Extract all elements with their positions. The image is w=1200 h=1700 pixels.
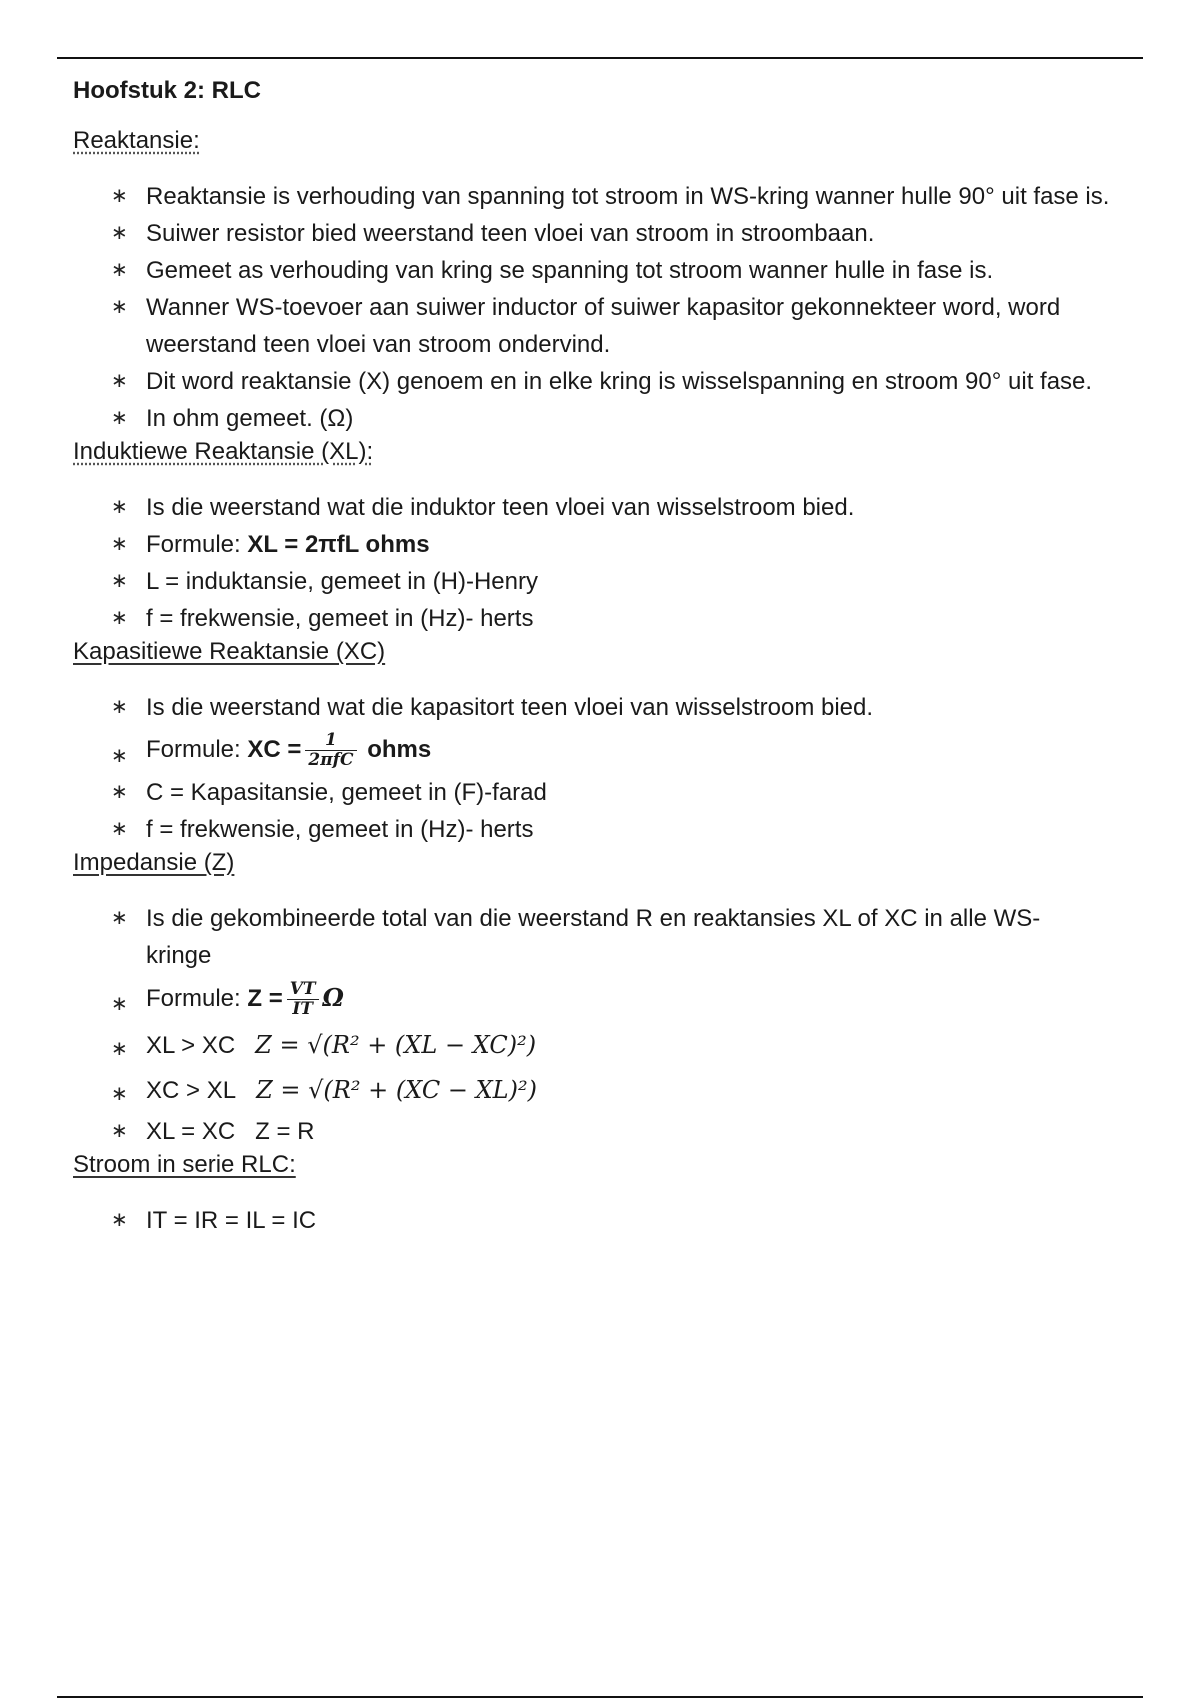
list-stroom — [73, 1202, 1133, 1239]
formula-xc-fraction: $\frac{1}{\text{2πfC}}$ — [305, 731, 356, 770]
list-item — [73, 1202, 1133, 1239]
bullet-star-icon: ∗ — [111, 781, 128, 803]
bullet-star-icon: ∗ — [111, 818, 128, 840]
list-impedansie — [73, 900, 1133, 1150]
heading-stroom: Stroom in serie RLC: — [73, 1151, 296, 1178]
list-induktief — [73, 489, 1133, 637]
list-item: ∗ Formule: XC = $\frac{1}{\text{2πfC}}$ ohms — [73, 726, 1133, 774]
bullet-star-icon: ∗ — [111, 296, 128, 318]
list-item: ∗ Is die weerstand wat die induktor teen vloei van wisselstroom bied. — [73, 489, 1133, 526]
bullet-star-icon: ∗ — [111, 745, 128, 767]
formula-z-xl-gt-xc: Z = √(R² + (XL − XC)²) — [255, 1031, 537, 1059]
list-item: ∗ Formule: XL = 2πfL ohms — [73, 526, 1133, 563]
list-item: ∗ L = induktansie, gemeet in (H)-Henry — [73, 563, 1133, 600]
formula-z-fraction: $\frac{VT}{IT}$ — [287, 980, 319, 1019]
bullet-star-icon: ∗ — [111, 993, 128, 1015]
list-item: ∗ XL = XC Z = R — [73, 1113, 1133, 1150]
bullet-star-icon: ∗ — [111, 259, 128, 281]
heading-kapasitief: Kapasitiewe Reaktansie (XC) — [73, 638, 386, 665]
bullet-star-icon: ∗ — [111, 533, 128, 555]
bottom-border-line — [57, 1696, 1143, 1698]
bullet-star-icon: ∗ — [111, 185, 128, 207]
formula-xc-lhs: XC = — [247, 736, 302, 763]
formula-z-lhs: Z = — [247, 985, 283, 1012]
bullet-star-icon: ∗ — [111, 407, 128, 429]
list-item: ∗ Dit word reaktansie (X) genoem en in elke kring is wisselspanning en stroom 90° uit fase. — [73, 363, 1133, 400]
formula-xl: XL = 2πfL ohms — [247, 531, 430, 558]
bullet-star-icon: ∗ — [111, 570, 128, 592]
list-item: ∗ Gemeet as verhouding van kring se spanning tot stroom wanner hulle in fase is. — [73, 252, 1133, 289]
bullet-star-icon: ∗ — [111, 1083, 128, 1105]
list-kapasitief — [73, 689, 1133, 848]
heading-induktief: Induktiewe Reaktansie (XL): — [73, 438, 374, 465]
list-item: ∗ In ohm gemeet. (Ω) — [73, 400, 1133, 437]
bullet-star-icon: ∗ — [111, 370, 128, 392]
top-border-line — [57, 57, 1143, 59]
list-item: ∗ Reaktansie is verhouding van spanning tot stroom in WS-kring wanner hulle 90° uit fase is. — [73, 178, 1133, 215]
list-item: ∗ XL > XC Z = √(R² + (XL − XC)²) — [73, 1023, 1133, 1068]
list-item: ∗ XC > XL Z = √(R² + (XC − XL)²) — [73, 1068, 1133, 1113]
bullet-star-icon: ∗ — [111, 496, 128, 518]
chapter-title: Hoofstuk 2: RLC — [73, 77, 261, 104]
bullet-star-icon: ∗ — [111, 907, 128, 929]
bullet-star-icon: ∗ — [111, 607, 128, 629]
bullet-star-icon: ∗ — [111, 1120, 128, 1142]
bullet-star-icon: ∗ — [111, 1209, 128, 1231]
document-body — [73, 76, 1133, 1239]
formula-current-series: IT = IR = IL = IC — [146, 1207, 317, 1234]
list-item: ∗ f = frekwensie, gemeet in (Hz)- herts — [73, 600, 1133, 637]
list-reaktansie — [73, 178, 1133, 437]
list-item: ∗ Is die gekombineerde total van die weerstand R en reaktansies XL of XC in alle WS-kringe — [73, 900, 1133, 974]
list-item: ∗ C = Kapasitansie, gemeet in (F)-farad — [73, 774, 1133, 811]
bullet-star-icon: ∗ — [111, 696, 128, 718]
formula-z-xc-gt-xl: Z = √(R² + (XC − XL)²) — [256, 1076, 537, 1104]
bullet-star-icon: ∗ — [111, 1038, 128, 1060]
heading-impedansie: Impedansie (Z) — [73, 849, 235, 876]
list-item: ∗ f = frekwensie, gemeet in (Hz)- herts — [73, 811, 1133, 848]
list-item: ∗ Formule: Z = $\frac{VT}{IT}$ Ω — [73, 974, 1133, 1023]
bullet-star-icon: ∗ — [111, 222, 128, 244]
list-item: ∗ Wanner WS-toevoer aan suiwer inductor of suiwer kapasitor gekonnekteer word, word weerstand teen vloei van stroom ondervind. — [73, 289, 1133, 363]
list-item: ∗ Suiwer resistor bied weerstand teen vloei van stroom in stroombaan. — [73, 215, 1133, 252]
formula-z-equal: Z = R — [255, 1118, 315, 1145]
heading-reaktansie: Reaktansie: — [73, 127, 200, 154]
list-item: ∗ Is die weerstand wat die kapasitort teen vloei van wisselstroom bied. — [73, 689, 1133, 726]
